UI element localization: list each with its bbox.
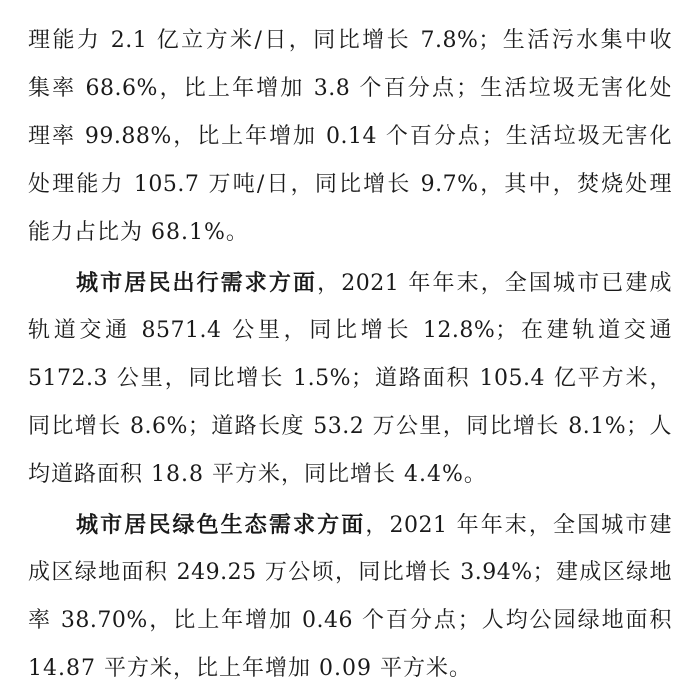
paragraph-3-line-1: [76, 508, 672, 542]
paragraph-2-line-5: 均道路面积 18.8 平方米，同比增长 4.4%。: [28, 462, 487, 487]
paragraph-2-lead: 城市居民出行需求方面: [76, 270, 318, 296]
paragraph-3-line-3: 率 38.70%，比上年增加 0.46 个百分点；人均公园绿地面积: [28, 608, 672, 633]
paragraph-2-line-3: 5172.3 公里，同比增长 1.5%；道路面积 105.4 亿平方米，: [28, 366, 672, 391]
paragraph-3-line-2: 成区绿地面积 249.25 万公顷，同比增长 3.94%；建成区绿地: [28, 560, 672, 585]
paragraph-3-line-1-rest: ，2021 年年末，全国城市建: [365, 513, 672, 538]
paragraph-1-line-1: 理能力 2.1 亿立方米/日，同比增长 7.8%；生活污水集中收: [28, 28, 672, 53]
paragraph-3-line-4: 14.87 平方米，比上年增加 0.09 平方米。: [28, 656, 472, 681]
paragraph-2-line-1: [76, 266, 672, 300]
paragraph-1-line-5: 能力占比为 68.1%。: [28, 220, 249, 245]
paragraph-3-lead: 城市居民绿色生态需求方面: [76, 512, 366, 538]
paragraph-2-line-2: 轨道交通 8571.4 公里，同比增长 12.8%；在建轨道交通: [28, 318, 672, 343]
paragraph-2-line-4: 同比增长 8.6%；道路长度 53.2 万公里，同比增长 8.1%；人: [28, 414, 672, 439]
paragraph-2-line-1-rest: ，2021 年年末，全国城市已建成: [317, 271, 672, 296]
paragraph-1-line-3: 理率 99.88%，比上年增加 0.14 个百分点；生活垃圾无害化: [28, 124, 672, 149]
paragraph-1-line-4: 处理能力 105.7 万吨/日，同比增长 9.7%，其中，焚烧处理: [28, 172, 672, 197]
paragraph-1-line-2: 集率 68.6%，比上年增加 3.8 个百分点；生活垃圾无害化处: [28, 76, 672, 101]
